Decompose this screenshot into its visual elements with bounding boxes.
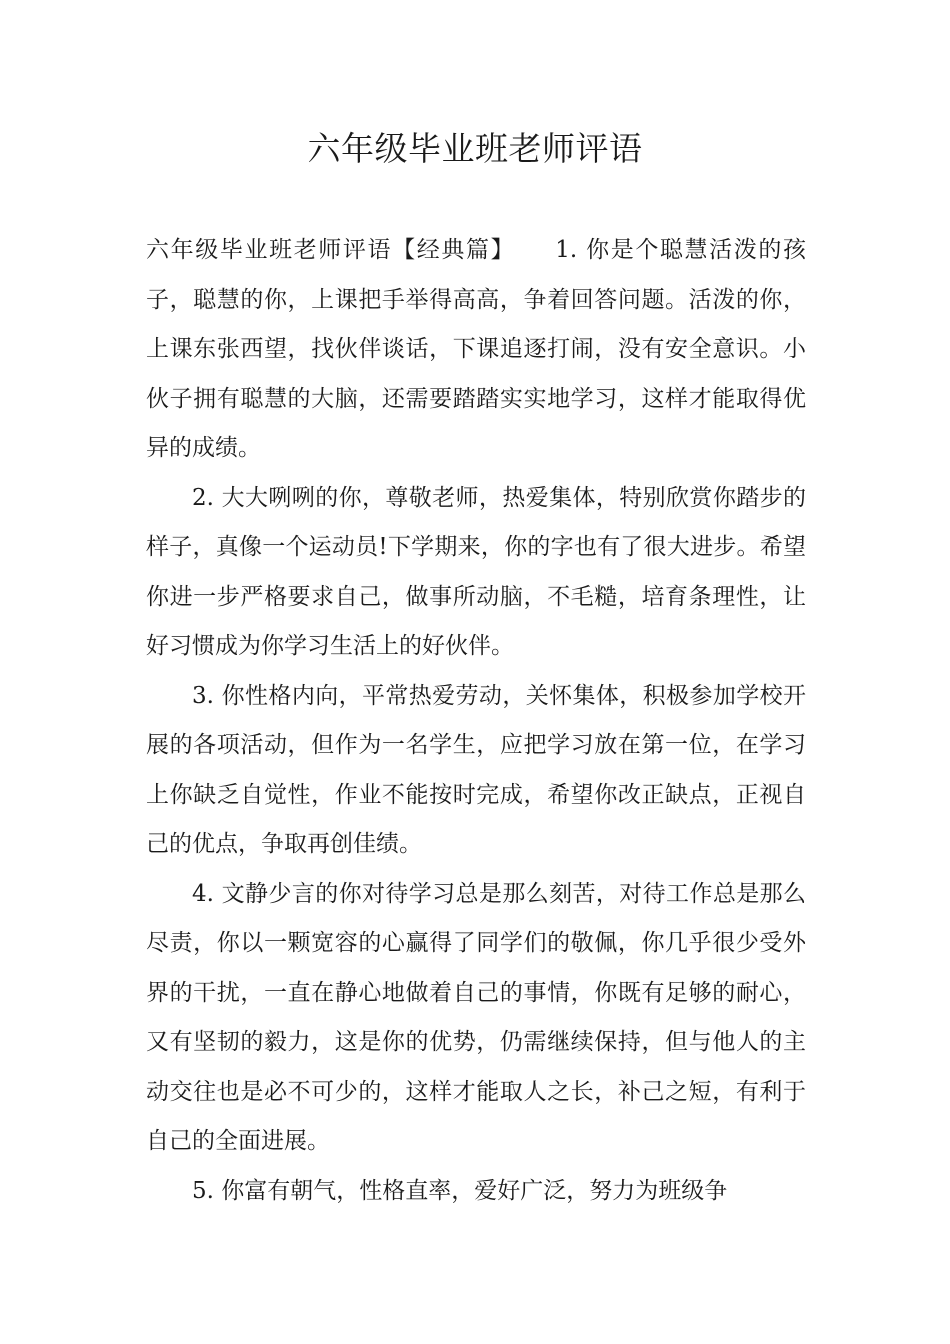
- paragraph-1: [146, 226, 806, 474]
- paragraph-2: 2. 大大咧咧的你，尊敬老师，热爱集体，特别欣赏你踏步的样子，真像一个运动员!下学期来，你的字也有了很大进步。希望你进一步严格要求自己，做事所动脑，不毛糙，培育条理性，让好习惯成为你学习生活上的好伙伴。: [146, 484, 806, 659]
- lead-heading: 六年级毕业班老师评语【经典篇】: [146, 237, 516, 263]
- document-body: [146, 226, 806, 1216]
- paragraph-1-text: 1. 你是个聪慧活泼的孩子，聪慧的你，上课把手举得高高，争着回答问题。活泼的你，上课东张西望，找伙伴谈话，下课追逐打闹，没有安全意识。小伙子拥有聪慧的大脑，还需要踏踏实实地学习，这样才能取得优异的成绩。: [146, 237, 806, 461]
- paragraph-4: 4. 文静少言的你对待学习总是那么刻苦，对待工作总是那么尽责，你以一颗宽容的心赢得了同学们的敬佩，你几乎很少受外界的干扰，一直在静心地做着自己的事情，你既有足够的耐心，又有坚韧的毅力，这是你的优势，仍需继续保持，但与他人的主动交往也是必不可少的，这样才能取人之长，补己之短，有利于自己的全面进展。: [146, 880, 806, 1154]
- paragraph-5: 5. 你富有朝气，性格直率，爱好广泛，努力为班级争: [192, 1177, 728, 1204]
- document-title: 六年级毕业班老师评语: [307, 129, 643, 168]
- paragraph-3: 3. 你性格内向，平常热爱劳动，关怀集体，积极参加学校开展的各项活动，但作为一名学生，应把学习放在第一位，在学习上你缺乏自觉性，作业不能按时完成，希望你改正缺点，正视自己的优点，争取再创佳绩。: [146, 682, 806, 857]
